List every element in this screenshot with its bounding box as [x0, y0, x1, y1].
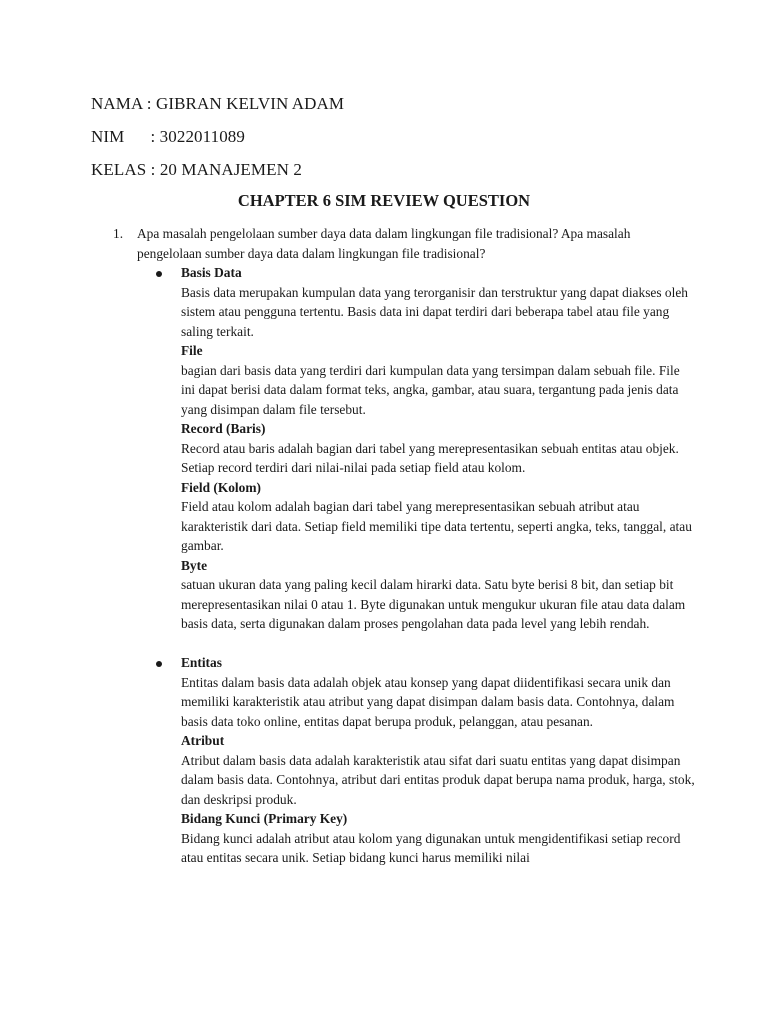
term-heading: Byte [181, 557, 208, 573]
term-description: Atribut dalam basis data adalah karakteristik atau sifat dari suatu entitas yang dapat disimpan dalam basis data. Contohnya, atribut dari entitas produk dapat berupa nama produk, harga, stok, dan deskripsi produk. [181, 752, 695, 807]
student-class-line: KELAS : 20 MANAJEMEN 2 [91, 160, 302, 179]
term-heading: Basis Data [181, 265, 242, 280]
question-text: Apa masalah pengelolaan sumber daya data dalam lingkungan file tradisional? Apa masalah pengelolaan sumber daya data dalam lingkungan file tradisional? [137, 226, 631, 261]
term-heading: Atribut [181, 733, 225, 748]
term-heading: Bidang Kunci (Primary Key) [181, 811, 348, 826]
term-heading: File [181, 343, 203, 358]
question-item [113, 224, 673, 263]
bullet-group-2 [156, 653, 696, 868]
question-number: 1. [113, 226, 124, 241]
bullet-dot-icon [156, 661, 162, 667]
term-description: Field atau kolom adalah bagian dari tabel yang merepresentasikan sebuah atribut atau karakteristik dari data. Setiap field memiliki tipe data tertentu, seperti angka, teks, tanggal, atau gambar. [181, 499, 692, 553]
nama-label: NAMA [91, 94, 143, 113]
answer-list [156, 263, 696, 868]
term-description: Entitas dalam basis data adalah objek atau konsep yang dapat diidentifikasi secara unik dan memiliki karakteristik atau atribut yang dapat disimpan dalam basis data. Contohnya, dalam basis data toko online, entitas dapat berupa produk, pelanggan, atau pesanan. [181, 674, 675, 729]
term-description: satuan ukuran data yang paling kecil dalam hirarki data. Satu byte berisi 8 bit, dan setiap bit merepresentasikan nilai 0 atau 1. Byte digunakan untuk mengukur ukuran file atau data dalam basis data, serta digunakan dalam proses pengolahan data pada level yang lebih rendah. [181, 577, 686, 631]
nim-label: NIM [91, 127, 125, 146]
bullet-group-1 [156, 263, 696, 634]
student-name-line: NAMA : GIBRAN KELVIN ADAM [91, 94, 345, 113]
page-title: CHAPTER 6 SIM REVIEW QUESTION [237, 191, 531, 210]
kelas-value: 20 MANAJEMEN 2 [159, 160, 302, 179]
term-heading: Field (Kolom) [181, 479, 261, 495]
bullet-dot-icon [156, 271, 162, 277]
term-description: bagian dari basis data yang terdiri dari kumpulan data yang tersimpan dalam sebuah file. File ini dapat berisi data dalam format teks, angka, gambar, atau suara, tergantung pada jenis data yang disimpan dalam file tersebut. [181, 362, 680, 417]
student-nim-line: NIM : 3022011089 [91, 127, 246, 146]
term-description: Basis data merupakan kumpulan data yang terorganisir dan terstruktur yang dapat diakses oleh sistem atau pengguna tertentu. Basis data ini dapat terdiri dari beberapa tabel atau file yang saling terkait. [181, 284, 688, 339]
term-heading: Entitas [181, 655, 222, 670]
term-heading: Record (Baris) [181, 421, 266, 436]
nama-value: GIBRAN KELVIN ADAM [155, 94, 345, 113]
term-description: Record atau baris adalah bagian dari tabel yang merepresentasikan sebuah entitas atau objek. Setiap record terdiri dari nilai-nilai pada setiap field atau kolom. [181, 440, 679, 475]
kelas-label: KELAS [91, 160, 147, 179]
nim-value: 3022011089 [159, 127, 246, 146]
term-description: Bidang kunci adalah atribut atau kolom yang digunakan untuk mengidentifikasi setiap record atau entitas secara unik. Setiap bidang kunci harus memiliki nilai [181, 830, 681, 865]
